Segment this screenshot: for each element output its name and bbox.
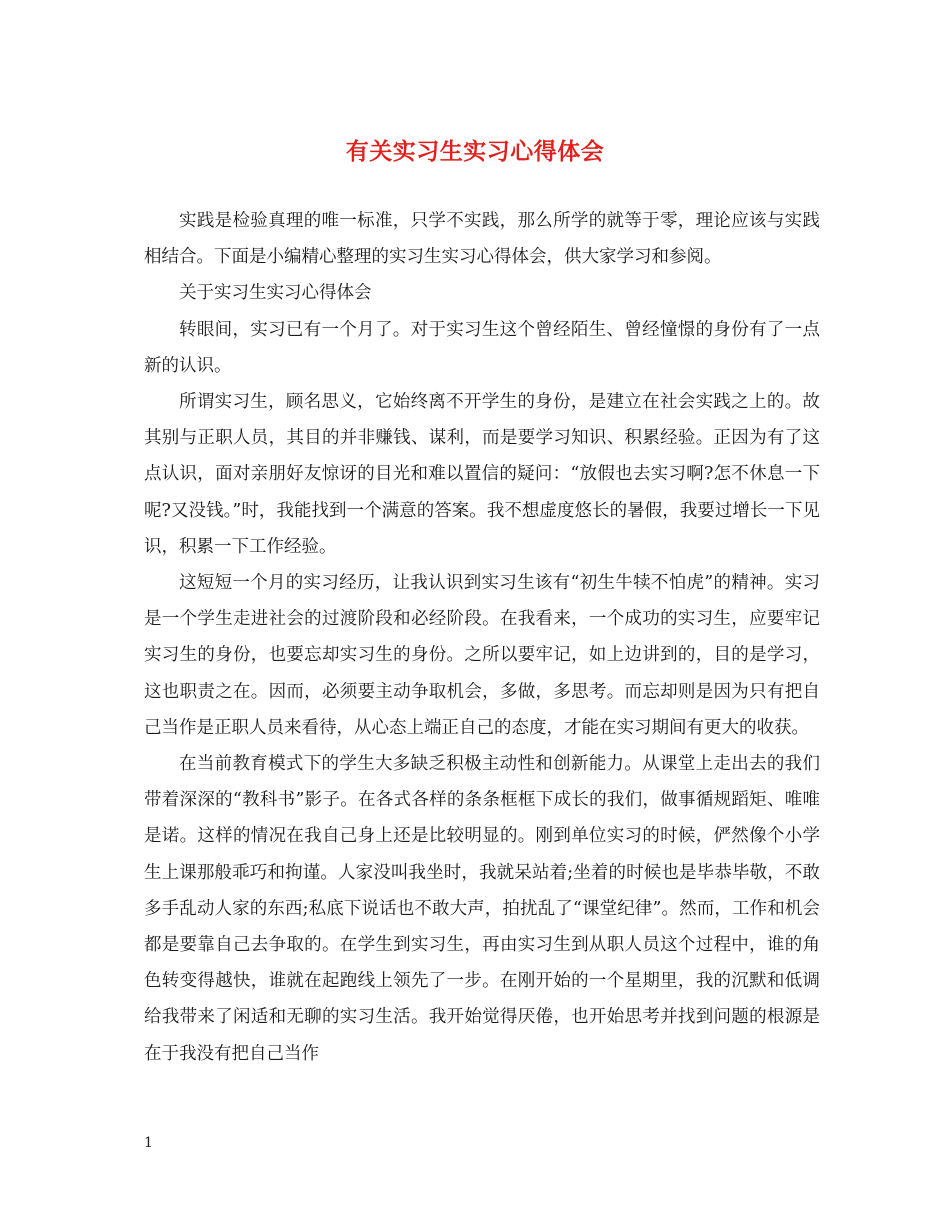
document-body: [144, 203, 820, 1072]
paragraph-subheading: 关于实习生实习心得体会: [179, 283, 372, 304]
paragraph-1: 转眼间，实习已有一个月了。对于实习生这个曾经陌生、曾经憧憬的身份有了一点新的认识。: [144, 319, 820, 376]
paragraph-4: 在当前教育模式下的学生大多缺乏积极主动性和创新能力。从课堂上走出去的我们带着深深的“教科书”影子。在各式各样的条条框框下成长的我们，做事循规蹈矩、唯唯是诺。这样的情况在我自己身上还是比较明显的。刚到单位实习的时候，俨然像个小学生上课那般乖巧和拘谨。人家没叫我坐时，我就呆站着;坐着的时候也是毕恭毕敬，不敢多手乱动人家的东西;私底下说话也不敢大声，拍扰乱了“课堂纪律”。然而，工作和机会都是要靠自己去争取的。在学生到实习生，再由实习生到从职人员这个过程中，谁的角色转变得越快，谁就在起跑线上领先了一步。在刚开始的一个星期里，我的沉默和低调给我带来了闲适和无聊的实习生活。我开始觉得厌倦，也开始思考并找到问题的根源是在于我没有把自己当作: [144, 754, 820, 1064]
paragraph-3: 这短短一个月的实习经历，让我认识到实习生该有“初生牛犊不怕虎”的精神。实习是一个学生走进社会的过渡阶段和必经阶段。在我看来，一个成功的实习生，应要牢记实习生的身份，也要忘却实习生的身份。之所以要牢记，如上边讲到的，目的是学习，这也职责之在。因而，必须要主动争取机会，多做，多思考。而忘却则是因为只有把自己当作是正职人员来看待，从心态上端正自己的态度，才能在实习期间有更大的收获。: [144, 573, 820, 738]
paragraph-2: 所谓实习生，顾名思义，它始终离不开学生的身份，是建立在社会实践之上的。故其别与正职人员，其目的并非赚钱、谋利，而是要学习知识、积累经验。正因为有了这点认识，面对亲朋好友惊讶的目光和难以置信的疑问：“放假也去实习啊?怎不休息一下呢?又没钱。”时，我能找到一个满意的答案。我不想虚度悠长的暑假，我要过增长一下见识，积累一下工作经验。: [144, 392, 820, 557]
document-title: 有关实习生实习心得体会: [345, 138, 605, 165]
page-number: 1: [144, 1135, 153, 1151]
paragraph-intro: 实践是检验真理的唯一标准，只学不实践，那么所学的就等于零，理论应该与实践相结合。下面是小编精心整理的实习生实习心得体会，供大家学习和参阅。: [144, 211, 820, 268]
